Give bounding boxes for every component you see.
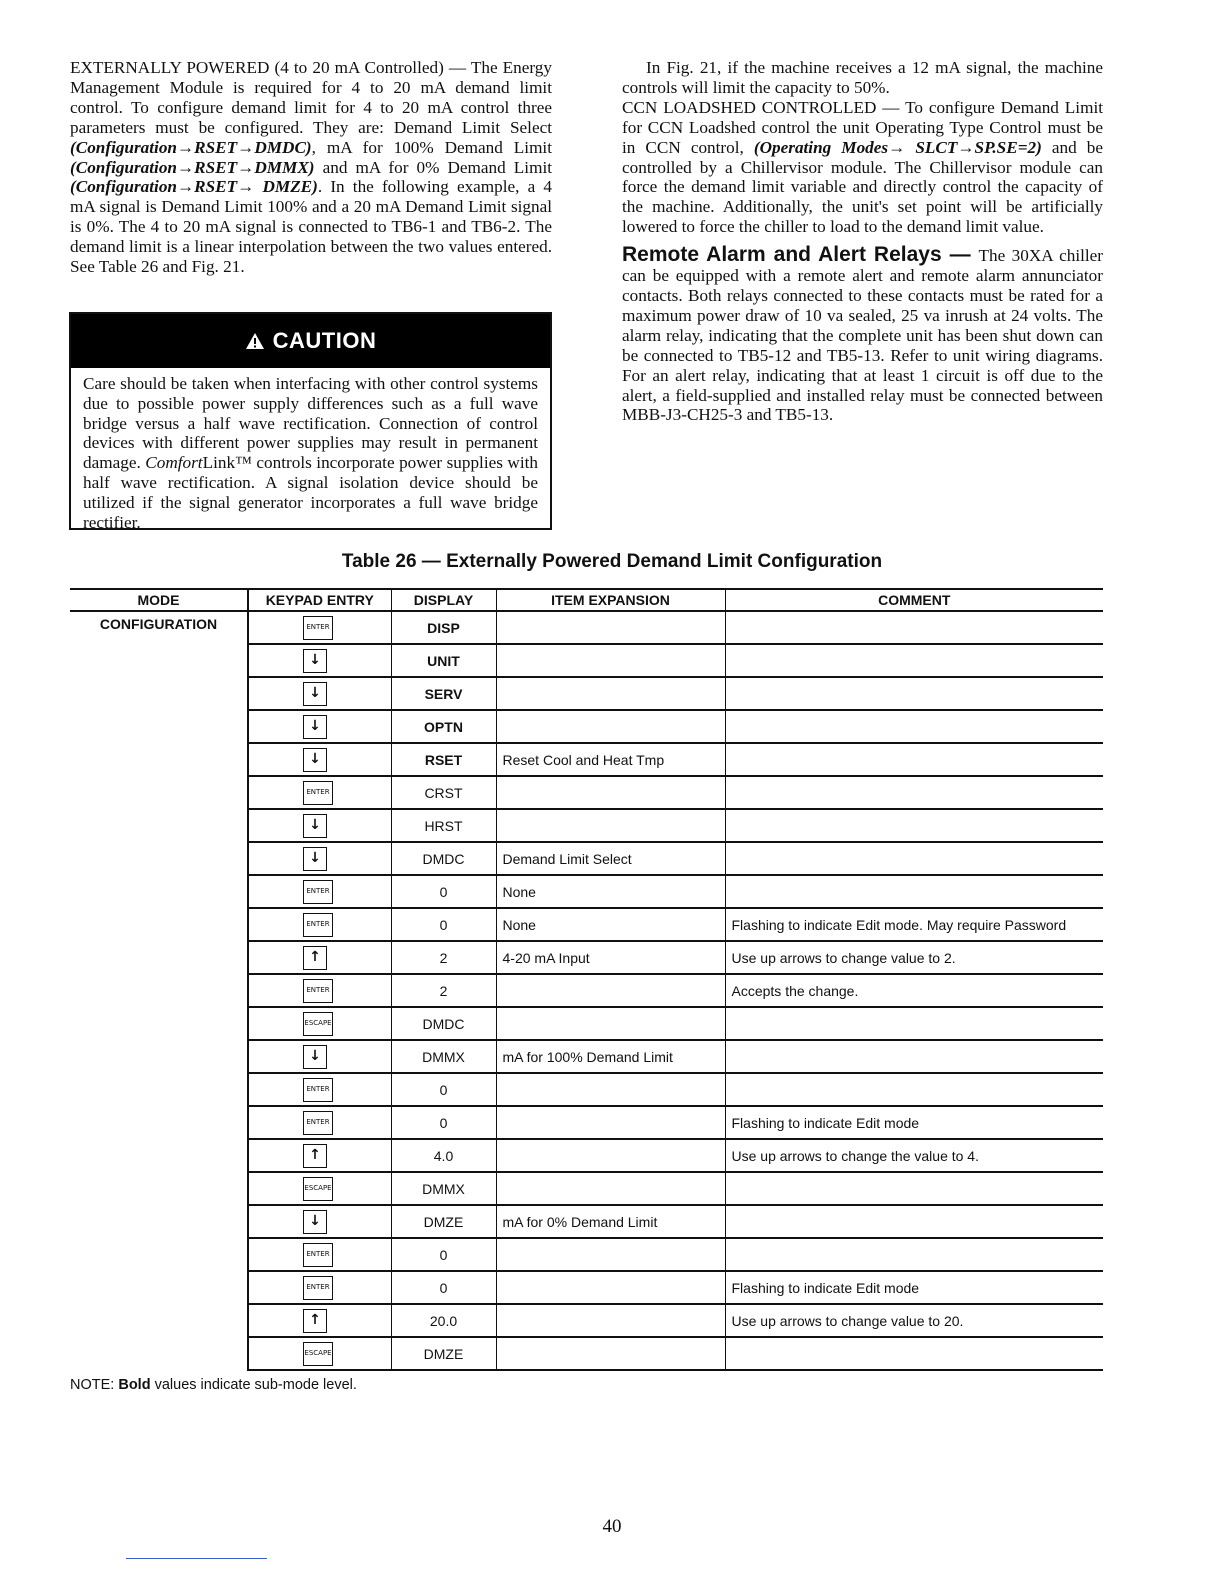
comment-cell xyxy=(725,644,1103,677)
key-escape-icon: ESCAPE xyxy=(303,1342,333,1366)
note-text: values indicate sub-mode level. xyxy=(150,1377,357,1393)
item-expansion-cell xyxy=(496,1106,725,1139)
key-enter-icon: ENTER xyxy=(303,979,333,1003)
item-expansion-cell xyxy=(496,644,725,677)
item-expansion-cell xyxy=(496,1073,725,1106)
display-cell: DMMX xyxy=(391,1040,496,1073)
fig-21-paragraph: In Fig. 21, if the machine receives a 12 mA signal, the machine controls will limit the capacity to 50%. xyxy=(622,58,1103,97)
header-keypad-entry: KEYPAD ENTRY xyxy=(248,589,391,611)
warning-triangle-icon xyxy=(245,332,265,350)
display-cell: 0 xyxy=(391,1271,496,1304)
display-cell: DMMX xyxy=(391,1172,496,1205)
comment-cell xyxy=(725,611,1103,644)
caution-text-b: controls incorporate power supplies with half wave rectification. A signal isolation device should be utilized if the signal generator incorporates a full wave bridge rectifier. xyxy=(83,453,538,532)
mode-cell: CONFIGURATION xyxy=(70,611,248,1370)
down-arrow-key-icon: ↓ xyxy=(303,1210,327,1234)
display-cell: 0 xyxy=(391,1073,496,1106)
table-row xyxy=(70,611,1103,644)
key-enter-icon: ENTER xyxy=(303,913,333,937)
display-cell: HRST xyxy=(391,809,496,842)
comment-cell xyxy=(725,1205,1103,1238)
menu-path-dmmx: (Configuration→RSET→DMMX) xyxy=(70,157,315,177)
intro-text: EXTERNALLY POWERED (4 to 20 mA Controlled) — The Energy Management Module is required for 4 to 20 mA demand limit control. To configure demand limit for 4 to 20 mA control three parameters must be configured. They are: Demand Limit Select xyxy=(70,58,552,137)
table-body xyxy=(70,611,1103,1370)
table-note xyxy=(70,1377,357,1393)
table-title: Table 26 — Externally Powered Demand Limit Configuration xyxy=(341,551,883,572)
display-cell: 20.0 xyxy=(391,1304,496,1337)
item-expansion-cell: mA for 100% Demand Limit xyxy=(496,1040,725,1073)
intro-text-3: and mA for 0% Demand Limit xyxy=(314,157,552,177)
ccn-text: CCN LOADSHED CONTROLLED — To configure Demand Limit for CCN Loadshed control the unit Operating Type Control must be in CCN control, xyxy=(622,97,1103,157)
config-table xyxy=(70,588,1103,1371)
section-dash: — xyxy=(941,243,979,267)
display-cell: 0 xyxy=(391,1238,496,1271)
item-expansion-cell xyxy=(496,776,725,809)
display-cell: 4.0 xyxy=(391,1139,496,1172)
display-cell: DISP xyxy=(391,611,496,644)
comment-cell: Use up arrows to change value to 2. xyxy=(725,941,1103,974)
item-expansion-cell: Demand Limit Select xyxy=(496,842,725,875)
keypad-entry-cell xyxy=(248,677,391,710)
comment-cell xyxy=(725,1337,1103,1370)
display-cell: RSET xyxy=(391,743,496,776)
footer-rule xyxy=(126,1558,267,1559)
item-expansion-cell xyxy=(496,710,725,743)
keypad-entry-cell xyxy=(248,644,391,677)
item-expansion-cell xyxy=(496,809,725,842)
item-expansion-cell xyxy=(496,1139,725,1172)
key-enter-icon: ENTER xyxy=(303,1078,333,1102)
keypad-entry-cell xyxy=(248,908,391,941)
comment-cell xyxy=(725,809,1103,842)
comment-cell: Use up arrows to change the value to 4. xyxy=(725,1139,1103,1172)
caution-box xyxy=(69,312,552,530)
header-mode: MODE xyxy=(70,589,248,611)
display-cell: DMZE xyxy=(391,1337,496,1370)
display-cell: DMDC xyxy=(391,1007,496,1040)
comment-cell xyxy=(725,1007,1103,1040)
keypad-entry-cell xyxy=(248,842,391,875)
caution-header xyxy=(71,314,550,368)
display-cell: DMDC xyxy=(391,842,496,875)
key-enter-icon: ENTER xyxy=(303,781,333,805)
display-cell: SERV xyxy=(391,677,496,710)
header-display: DISPLAY xyxy=(391,589,496,611)
item-expansion-cell: Reset Cool and Heat Tmp xyxy=(496,743,725,776)
ccn-text-2: and be controlled by a Chillervisor module. The Chillervisor module can force the demand limit variable and directly control the capacity of the machine. Additionally, the unit's set point will be artificially lowered to force the chiller to load to the demand limit value. xyxy=(622,137,1103,237)
ccn-loadshed-paragraph xyxy=(622,98,1103,237)
comment-cell xyxy=(725,677,1103,710)
comment-cell xyxy=(725,1238,1103,1271)
menu-path-spse: (Operating Modes→ SLCT→SP.SE=2) xyxy=(753,137,1042,157)
down-arrow-key-icon: ↓ xyxy=(303,1045,327,1069)
down-arrow-key-icon: ↓ xyxy=(303,682,327,706)
keypad-entry-cell xyxy=(248,1106,391,1139)
comment-cell: Use up arrows to change value to 20. xyxy=(725,1304,1103,1337)
comment-cell xyxy=(725,875,1103,908)
item-expansion-cell xyxy=(496,974,725,1007)
comment-cell xyxy=(725,743,1103,776)
comment-cell xyxy=(725,710,1103,743)
keypad-entry-cell xyxy=(248,1337,391,1370)
item-expansion-cell xyxy=(496,1271,725,1304)
key-escape-icon: ESCAPE xyxy=(303,1012,333,1036)
item-expansion-cell xyxy=(496,1007,725,1040)
keypad-entry-cell xyxy=(248,941,391,974)
brand-name-italic: Comfort xyxy=(145,453,203,473)
down-arrow-key-icon: ↓ xyxy=(303,814,327,838)
down-arrow-key-icon: ↓ xyxy=(303,715,327,739)
display-cell: OPTN xyxy=(391,710,496,743)
keypad-entry-cell xyxy=(248,611,391,644)
comment-cell xyxy=(725,842,1103,875)
item-expansion-cell xyxy=(496,611,725,644)
item-expansion-cell xyxy=(496,1238,725,1271)
keypad-entry-cell xyxy=(248,1271,391,1304)
keypad-entry-cell xyxy=(248,776,391,809)
keypad-entry-cell xyxy=(248,1304,391,1337)
display-cell: 0 xyxy=(391,1106,496,1139)
left-column xyxy=(70,58,552,277)
display-cell: DMZE xyxy=(391,1205,496,1238)
keypad-entry-cell xyxy=(248,1040,391,1073)
header-item-expansion: ITEM EXPANSION xyxy=(496,589,725,611)
up-arrow-key-icon: ↑ xyxy=(303,1309,327,1333)
keypad-entry-cell xyxy=(248,809,391,842)
keypad-entry-cell xyxy=(248,743,391,776)
item-expansion-cell xyxy=(496,1304,725,1337)
keypad-entry-cell xyxy=(248,1007,391,1040)
remote-alarm-text: The 30XA chiller can be equipped with a remote alert and remote alarm annunciator contacts. Both relays connected to these contacts must be rated for a maximum power draw of 10 va sealed, 25 va inrush at 24 volts. The alarm relay, indicating that the complete unit has been shut down can be connected to TB5-12 and TB5-13. Refer to unit wiring diagrams. For an alert relay, indicating that at least 1 circuit is off due to the alert, a field-supplied and installed relay must be connected between MBB-J3-CH25-3 and TB5-13. xyxy=(622,246,1104,425)
display-cell: CRST xyxy=(391,776,496,809)
display-cell: 2 xyxy=(391,941,496,974)
comment-cell: Flashing to indicate Edit mode xyxy=(725,1106,1103,1139)
key-enter-icon: ENTER xyxy=(303,1243,333,1267)
note-label: NOTE: xyxy=(70,1377,119,1393)
display-cell: 0 xyxy=(391,875,496,908)
keypad-entry-cell xyxy=(248,974,391,1007)
item-expansion-cell: 4-20 mA Input xyxy=(496,941,725,974)
keypad-entry-cell xyxy=(248,1205,391,1238)
down-arrow-key-icon: ↓ xyxy=(303,649,327,673)
key-enter-icon: ENTER xyxy=(303,1111,333,1135)
comment-cell: Accepts the change. xyxy=(725,974,1103,1007)
up-arrow-key-icon: ↑ xyxy=(303,946,327,970)
section-heading: Remote Alarm and Alert Relays xyxy=(622,243,942,267)
comment-cell xyxy=(725,1040,1103,1073)
key-enter-icon: ENTER xyxy=(303,616,333,640)
menu-path-dmze: (Configuration→RSET→ DMZE) xyxy=(70,177,318,197)
item-expansion-cell xyxy=(496,677,725,710)
key-enter-icon: ENTER xyxy=(303,1276,333,1300)
brand-name-rest: Link™ xyxy=(202,453,252,473)
display-cell: UNIT xyxy=(391,644,496,677)
display-cell: 0 xyxy=(391,908,496,941)
caution-text-a: Care should be taken when interfacing with other control systems due to possible power supply differences such as a full wave bridge versus a half wave rectification. Connection of control devices with different power supplies may result in permanent damage. xyxy=(83,374,538,473)
up-arrow-key-icon: ↑ xyxy=(303,1144,327,1168)
keypad-entry-cell xyxy=(248,875,391,908)
page-number: 40 xyxy=(602,1516,622,1537)
keypad-entry-cell xyxy=(248,1172,391,1205)
remote-alarm-paragraph xyxy=(622,245,1103,425)
item-expansion-cell: None xyxy=(496,875,725,908)
down-arrow-key-icon: ↓ xyxy=(303,847,327,871)
caution-title: CAUTION xyxy=(272,328,377,353)
item-expansion-cell: None xyxy=(496,908,725,941)
note-bold-word: Bold xyxy=(118,1377,151,1393)
item-expansion-cell xyxy=(496,1337,725,1370)
right-column xyxy=(622,58,1103,425)
keypad-entry-cell xyxy=(248,1139,391,1172)
keypad-entry-cell xyxy=(248,1073,391,1106)
key-escape-icon: ESCAPE xyxy=(303,1177,333,1201)
item-expansion-cell xyxy=(496,1172,725,1205)
comment-cell: Flashing to indicate Edit mode xyxy=(725,1271,1103,1304)
comment-cell xyxy=(725,776,1103,809)
comment-cell xyxy=(725,1172,1103,1205)
intro-text-2: , mA for 100% Demand Limit xyxy=(311,137,552,157)
comment-cell xyxy=(725,1073,1103,1106)
keypad-entry-cell xyxy=(248,710,391,743)
item-expansion-cell: mA for 0% Demand Limit xyxy=(496,1205,725,1238)
keypad-entry-cell xyxy=(248,1238,391,1271)
header-comment: COMMENT xyxy=(725,589,1103,611)
intro-text-4: . In the following example, a 4 mA signal is Demand Limit 100% and a 20 mA Demand Limit signal is 0%. The 4 to 20 mA signal is connected to TB6-1 and TB6-2. The demand limit is a linear interpolation between the two values entered. See Table 26 and Fig. 21. xyxy=(70,177,552,277)
table-header-row xyxy=(70,589,1103,611)
caution-text xyxy=(71,368,550,532)
key-enter-icon: ENTER xyxy=(303,880,333,904)
demand-limit-paragraph xyxy=(70,58,552,277)
menu-path-dmdc: (Configuration→RSET→DMDC) xyxy=(70,137,312,157)
comment-cell: Flashing to indicate Edit mode. May require Password xyxy=(725,908,1103,941)
display-cell: 2 xyxy=(391,974,496,1007)
down-arrow-key-icon: ↓ xyxy=(303,748,327,772)
